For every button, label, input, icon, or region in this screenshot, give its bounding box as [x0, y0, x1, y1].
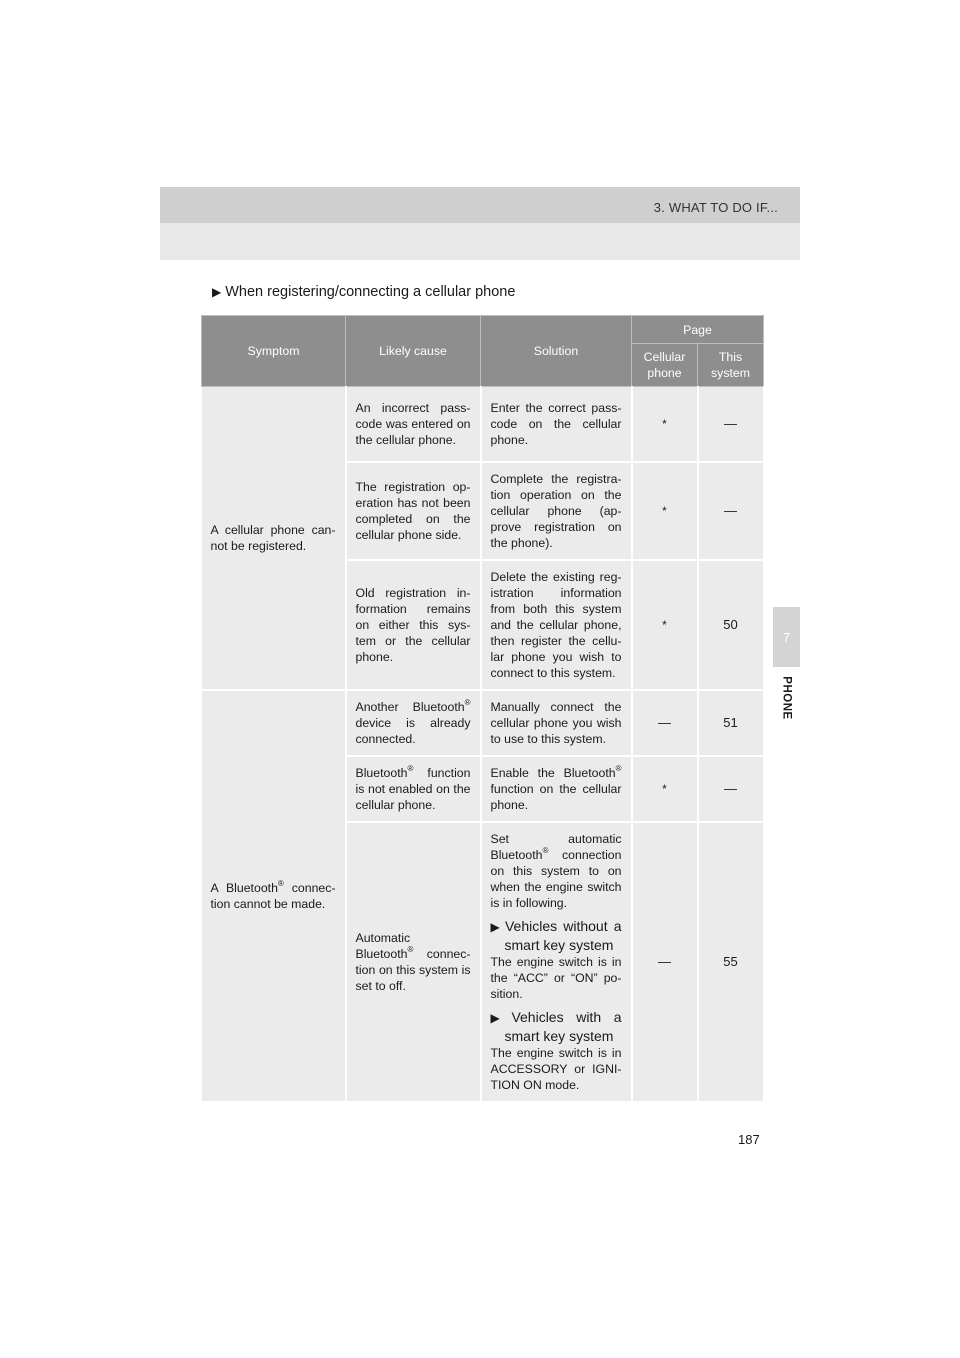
section-heading	[212, 284, 515, 300]
cellular-page-cell: *	[632, 387, 698, 462]
cause-cell: Bluetooth® function is not enabled on the cellular phone.	[346, 756, 481, 822]
sub-text-without-smart-key: The engine switch is in the “ACC” or “ON” po-sition.	[490, 954, 622, 1001]
registered-mark: ®	[407, 944, 414, 954]
header-likely-cause: Likely cause	[346, 316, 481, 387]
page-number: 187	[738, 1132, 760, 1147]
table-row	[202, 690, 764, 756]
sub-text-with-smart-key: The engine switch is in ACCESSORY or IGNI-TION ON mode.	[490, 1045, 622, 1092]
sub-heading-with-smart-key: ▶ Vehicles with a smart key system	[490, 1008, 622, 1044]
header-solution: Solution	[481, 316, 632, 387]
cellular-page-cell: —	[632, 822, 698, 1102]
solution-cell	[481, 822, 632, 1102]
header-cellular-phone: Cellular phone	[632, 344, 698, 387]
cause-cell: Automatic Bluetooth® connec-tion on this system is set to off.	[346, 822, 481, 1102]
system-page-cell: —	[698, 756, 764, 822]
system-page-cell: 55	[698, 822, 764, 1102]
registered-mark: ®	[615, 763, 622, 773]
section-heading-text: When registering/connecting a cellular phone	[225, 284, 516, 300]
triangle-right-icon: ▶	[212, 285, 222, 299]
cellular-page-cell: *	[632, 462, 698, 560]
sub-heading-without-smart-key: ▶ Vehicles without a smart key system	[490, 917, 622, 953]
registered-mark: ®	[407, 763, 414, 773]
system-page-cell: —	[698, 462, 764, 560]
system-page-cell: —	[698, 387, 764, 462]
symptom-cell: A Bluetooth® connec-tion cannot be made.	[202, 690, 346, 1102]
solution-cell: Enable the Bluetooth® function on the cellular phone.	[481, 756, 632, 822]
system-page-cell: 50	[698, 560, 764, 690]
triangle-right-icon: ▶	[490, 1010, 509, 1025]
cause-cell: The registration op-eration has not been completed on the cellular phone side.	[346, 462, 481, 560]
chapter-header-bar	[160, 187, 800, 223]
header-symptom: Symptom	[202, 316, 346, 387]
cellular-page-cell: *	[632, 756, 698, 822]
solution-cell: Delete the existing reg-istration information from both this system and the cellular phone, then register the cellu-lar phone you wish to connect to this system.	[481, 560, 632, 690]
system-page-cell: 51	[698, 690, 764, 756]
symptom-cell: A cellular phone can-not be registered.	[202, 387, 346, 690]
cellular-page-cell: —	[632, 690, 698, 756]
solution-cell: Complete the registra-tion operation on the cellular phone (ap-prove registration on the phone).	[481, 462, 632, 560]
chapter-header-sub-bar	[160, 223, 800, 260]
header-this-system: This system	[698, 344, 764, 387]
header-page: Page	[632, 316, 764, 344]
registered-mark: ®	[464, 697, 471, 707]
solution-intro: Set automatic Bluetooth® connection on this system to on when the engine switch is in following.	[490, 831, 622, 910]
cause-cell: An incorrect pass-code was entered on the cellular phone.	[346, 387, 481, 462]
registered-mark: ®	[542, 845, 549, 855]
table-row	[202, 387, 764, 462]
triangle-right-icon: ▶	[490, 919, 502, 934]
solution-cell: Manually connect the cellular phone you wish to use to this system.	[481, 690, 632, 756]
solution-cell: Enter the correct pass-code on the cellular phone.	[481, 387, 632, 462]
registered-mark: ®	[277, 878, 284, 888]
chapter-number-tab: 7	[773, 607, 800, 667]
cause-cell: Another Bluetooth® device is already connected.	[346, 690, 481, 756]
cause-cell: Old registration in-formation remains on either this sys-tem or the cellular phone.	[346, 560, 481, 690]
troubleshooting-table	[201, 315, 765, 1103]
cellular-page-cell: *	[632, 560, 698, 690]
chapter-side-label: PHONE	[780, 676, 793, 720]
chapter-title: 3. WHAT TO DO IF...	[653, 200, 778, 215]
